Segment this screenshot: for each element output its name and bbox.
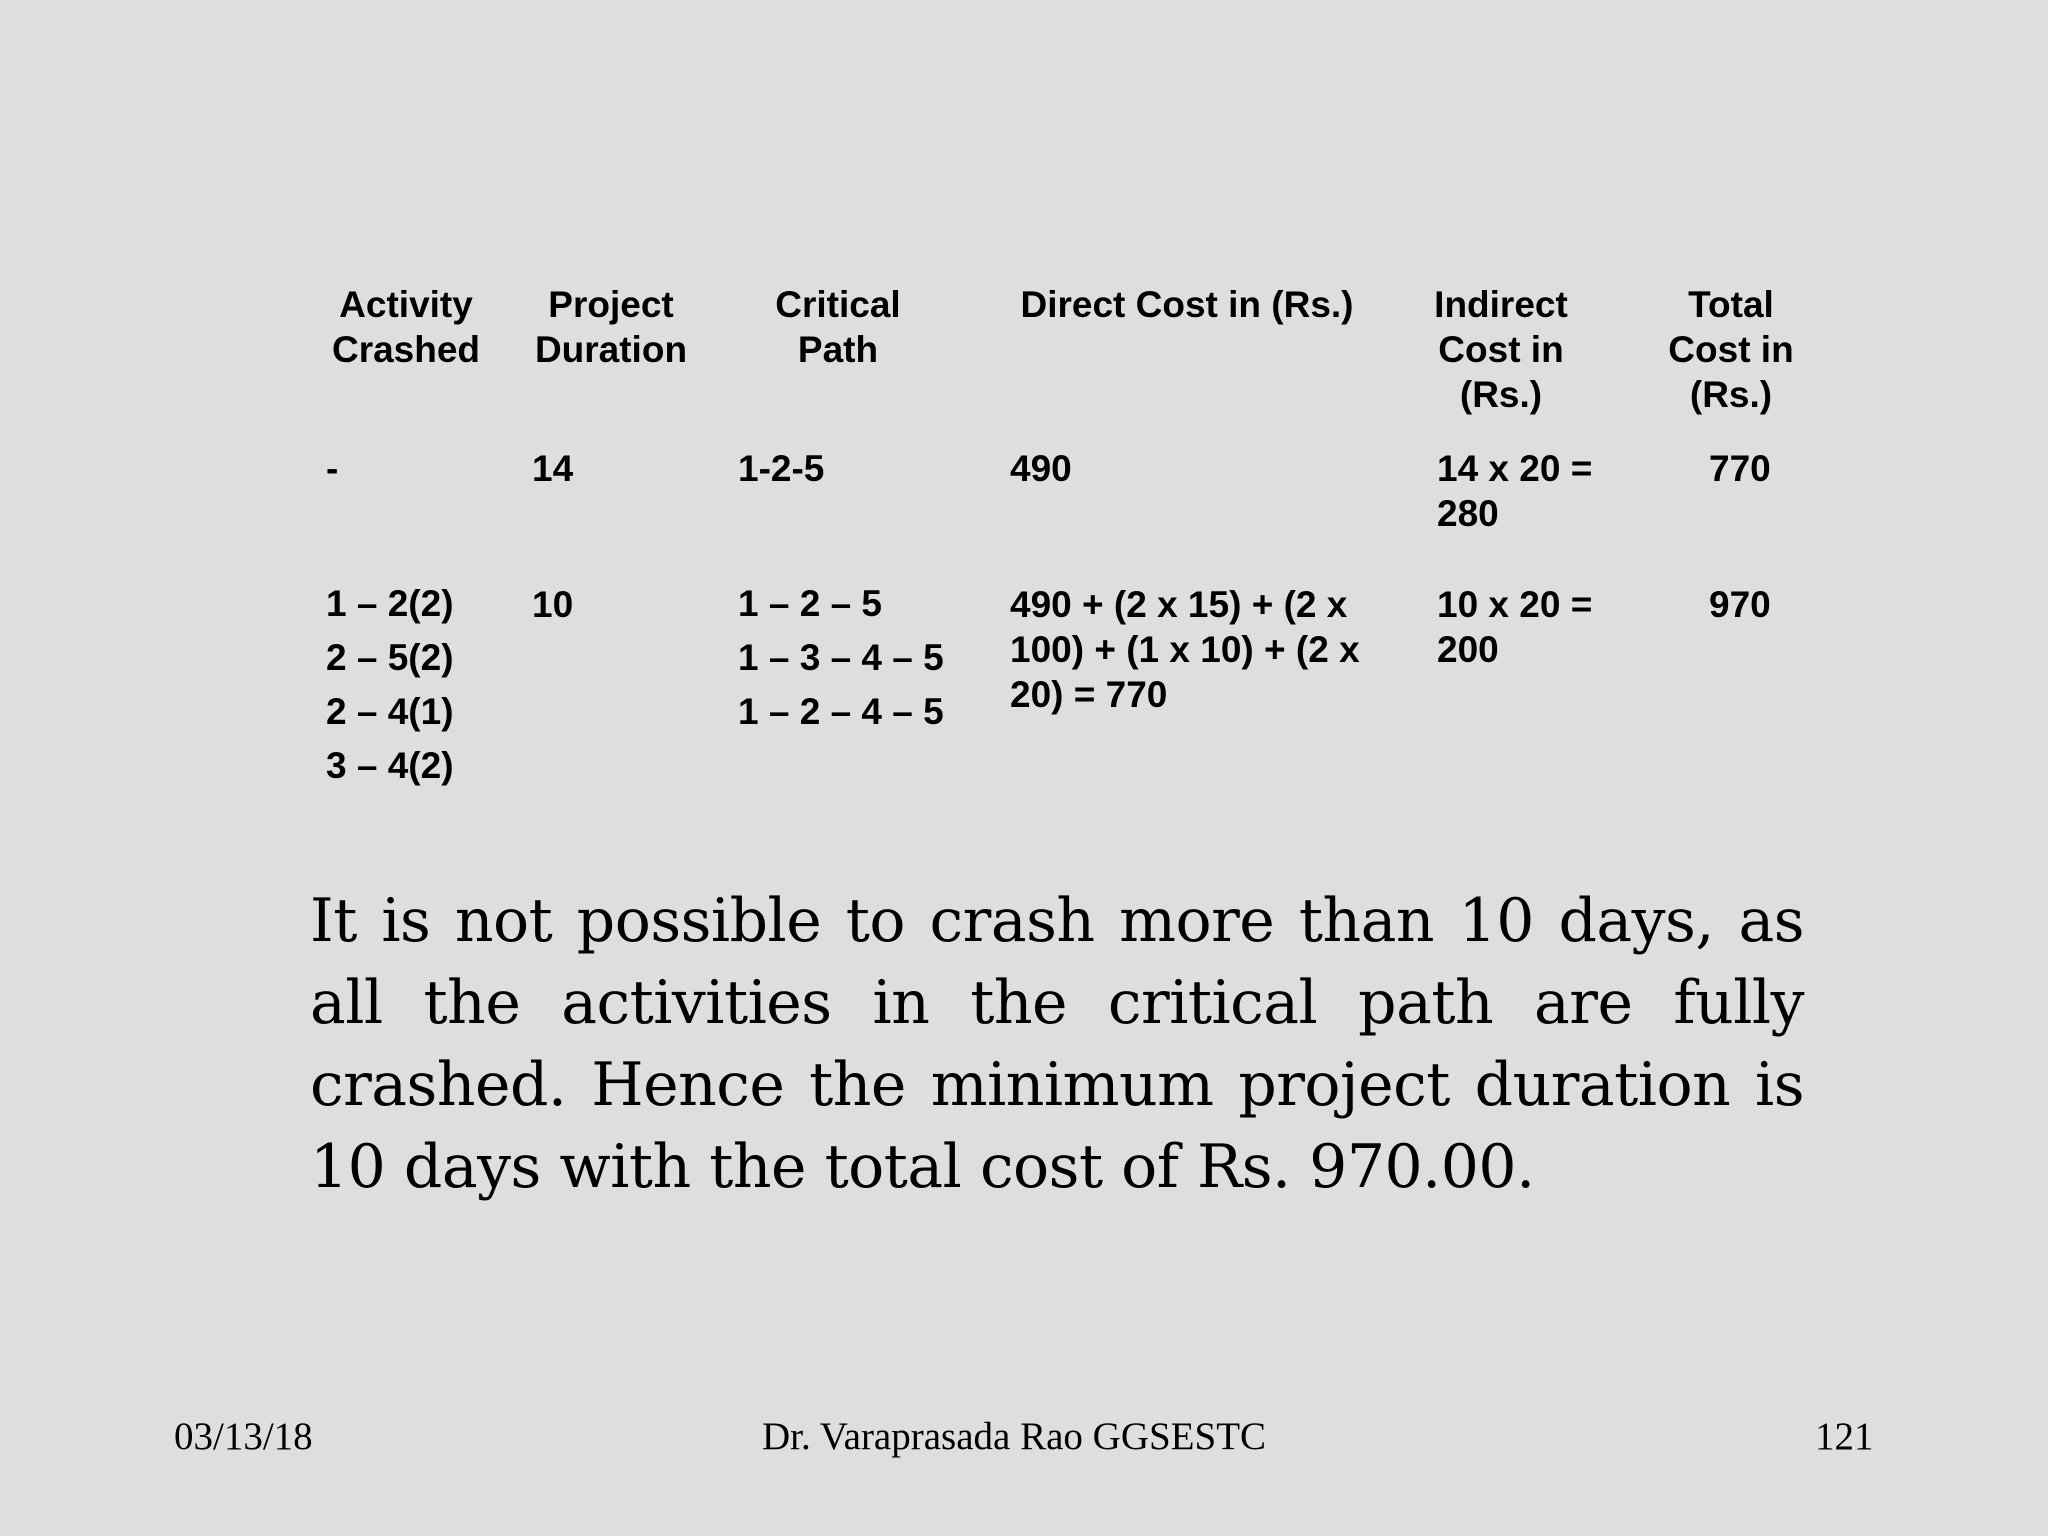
header-total-cost: Total Cost in (Rs.) — [1668, 284, 1794, 415]
row1-direct-cost: 490 — [1010, 448, 1072, 489]
activity-line: 1 – 2(2) — [326, 583, 454, 624]
row1-activity: - — [326, 448, 339, 489]
footer-page-number: 121 — [1815, 1415, 1874, 1458]
row1-indirect-cost: 14 x 20 = 280 — [1437, 448, 1593, 534]
row1-total-cost: 770 — [1709, 448, 1771, 489]
activity-line: 2 – 4(1) — [326, 691, 454, 732]
footer-date: 03/13/18 — [174, 1415, 313, 1458]
header-critical-path: Critical Path — [775, 284, 901, 370]
row2-activities — [326, 577, 454, 793]
header-activity-crashed: Activity Crashed — [331, 284, 481, 370]
row2-direct-cost: 490 + (2 x 15) + (2 x 100) + (1 x 10) + (2 x 20) = 770 — [1010, 584, 1360, 715]
row2-total-cost: 970 — [1709, 584, 1771, 625]
header-indirect-cost: Indirect Cost in (Rs.) — [1434, 284, 1568, 415]
path-line: 1 – 2 – 5 — [738, 583, 883, 624]
row1-critical-path: 1-2-5 — [738, 448, 825, 489]
row2-duration: 10 — [532, 584, 574, 625]
conclusion-paragraph: It is not possible to crash more than 10 days, as all the activities in the critical path are fully crashed. Hence the minimum project duration is 10 days with the total cost of Rs. 970.00. — [310, 886, 1804, 1202]
row1-duration: 14 — [532, 448, 574, 489]
row2-indirect-cost: 10 x 20 = 200 — [1437, 584, 1593, 670]
activity-line: 2 – 5(2) — [326, 637, 454, 678]
row2-critical-paths — [738, 577, 944, 739]
path-line: 1 – 2 – 4 – 5 — [738, 691, 944, 732]
header-project-duration: Project Duration — [534, 284, 688, 370]
path-line: 1 – 3 – 4 – 5 — [738, 637, 944, 678]
footer-author: Dr. Varaprasada Rao GGSESTC — [762, 1415, 1267, 1458]
header-direct-cost: Direct Cost in (Rs.) — [1020, 284, 1354, 325]
activity-line: 3 – 4(2) — [326, 745, 454, 786]
